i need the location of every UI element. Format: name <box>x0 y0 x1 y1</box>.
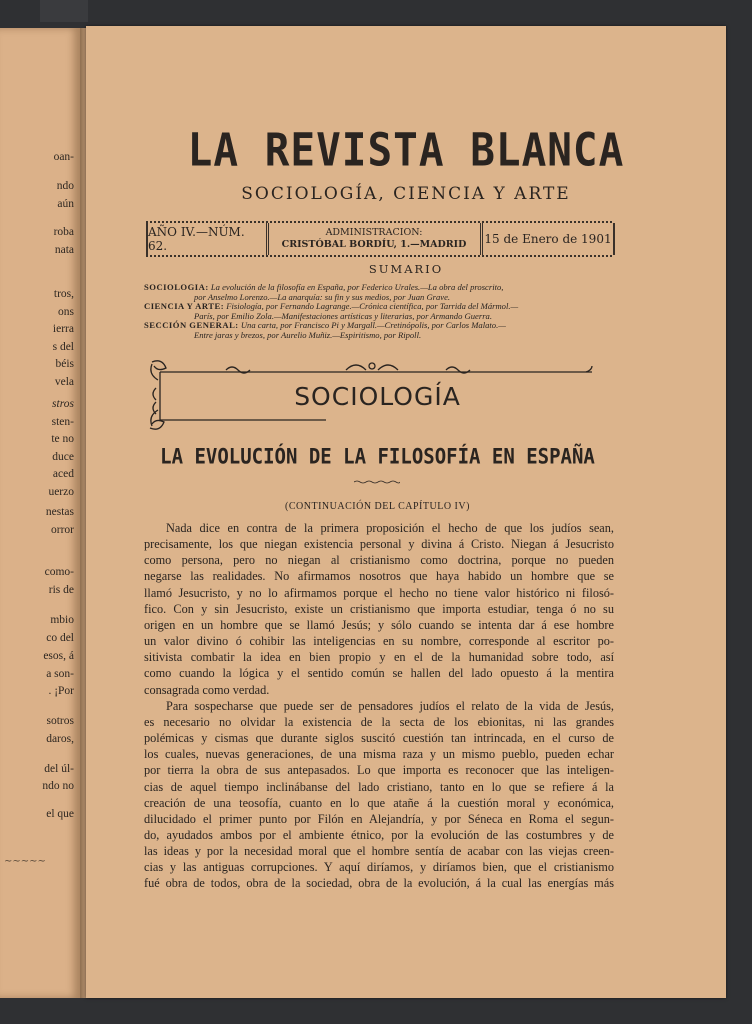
previous-page-text-fragment: aced <box>52 468 74 480</box>
article-body <box>144 520 614 892</box>
issue-number: AÑO IV.—NÚM. 62. <box>146 223 269 255</box>
article-line: cias y las antiguas corrupciones. Y aquí diríamos, y diríamos bien, que el cristianismo <box>144 860 614 875</box>
summary-title: SUMARIO <box>368 262 444 276</box>
previous-page-text-fragment: oan- <box>53 151 74 163</box>
previous-page-text-fragment: mbio <box>50 614 74 626</box>
article-line: polémicas y cismas que durante siglos suscitó cuestión tan intrincada, en el curso de <box>144 731 614 746</box>
article-line: Nada dice en contra de la primera proposición el hecho de que los judíos sean, <box>166 521 614 535</box>
summary-label-seccion-general: SECCIÓN GENERAL: <box>144 320 239 331</box>
previous-page-text-fragment: co del <box>46 632 74 644</box>
issue-info-bar <box>146 221 612 257</box>
summary-label-ciencia: CIENCIA Y ARTE: <box>144 301 225 312</box>
previous-page-text-fragment: béis <box>55 358 74 370</box>
article-line: do, ayudados ambos por el ambiente étnico, por la evolución de las costumbres y de <box>144 827 614 842</box>
admin-address: CRISTÓBAL BORDÍU, 1.—MADRID <box>281 239 467 250</box>
previous-page-text-fragment: s del <box>52 341 74 353</box>
administration-block <box>268 223 480 255</box>
previous-page-text-fragment: orror <box>51 524 74 536</box>
summary-text: por Anselmo Lorenzo.—La anarquía: su fin y sus medios, por Juan Grave. <box>194 291 451 302</box>
article-line: origen en un hombre que se llamó Jesús; y sólo cuando se intenta dar á ese hombre <box>144 617 614 632</box>
previous-page-text-fragment: del úl- <box>44 763 74 775</box>
previous-page-text-fragment: nestas <box>45 506 74 518</box>
binder-clip <box>40 0 88 22</box>
article-line: las ideas y por la necesidad moral que el hombre sentía de acabar con las viejas creen- <box>144 844 614 859</box>
article-line: llamó Jesucristo, y no lo afirmamos porque el hecho no tiene valor histórico ni filosó- <box>144 585 614 600</box>
previous-page-text-fragment: ons <box>58 306 74 318</box>
summary-text: La evolución de la filosofía en España, por Federico Urales.—La obra del proscrito, <box>210 282 504 292</box>
article-line: como cuando la lógica y el sentido común se hallen del lado opuesto á la mentira <box>144 666 614 681</box>
summary-text: París, por Emilio Zola.—Manifestaciones artísticas y literarias, por Armando Guerra. <box>194 310 493 321</box>
previous-page-text-fragment: tros, <box>53 288 74 300</box>
section-heading: SOCIOLOGÍA <box>294 382 461 411</box>
previous-page-text-fragment: duce <box>52 451 74 463</box>
article-line: como persona, pero no niegan al cristianismo como doctrina, porque no pueden <box>144 553 614 568</box>
article-line: consagrada como verdad. <box>144 682 270 697</box>
article-line: dilucidado el primer punto por Filón en Alejandría, y por Séneca en Roma el segun- <box>144 811 614 826</box>
previous-page-text-fragment: . ¡Por <box>48 685 74 697</box>
previous-page-text-fragment: sten- <box>51 416 74 428</box>
summary-list <box>144 283 614 341</box>
article-line: un valor divino ó cohibir las inteligencias en su nombre, corresponde al escritor po- <box>144 634 614 649</box>
previous-page-text-fragment: ndo <box>56 180 74 192</box>
previous-page-text-fragment: stros <box>52 398 74 410</box>
summary-label-sociologia: SOCIOLOGIA: <box>144 282 209 292</box>
article-line: es necesario no olvidar la existencia de la secta de los ebionitas, ni las grandes <box>144 714 614 729</box>
previous-page-text-fragment: el que <box>46 808 74 820</box>
previous-page-edge <box>0 28 80 998</box>
previous-page-text-fragment: uerzo <box>48 486 74 498</box>
previous-page-text-fragment: esos, á <box>43 650 74 662</box>
masthead-subtitle: SOCIOLOGÍA, CIENCIA Y ARTE <box>241 184 571 204</box>
article-line: precisamente, los que niegan existencia personal y divina á Cristo. Niegan á Jesucristo <box>144 537 614 552</box>
previous-page-text-fragment: aún <box>57 198 74 210</box>
article-line: negarse las realidades. No afirmamos nosotros que haya habido un hombre que se <box>144 569 614 584</box>
magazine-page <box>86 26 726 998</box>
issue-date: 15 de Enero de 1901 <box>480 223 615 255</box>
article-title: LA EVOLUCIÓN DE LA FILOSOFÍA EN ESPAÑA <box>160 444 595 470</box>
summary-text: Una carta, por Francisco Pi y Margall.—Cretinópolis, por Carlos Malato.— <box>240 320 506 331</box>
previous-page-text-fragment: como- <box>44 566 74 578</box>
previous-page-text-fragment: vela <box>54 376 74 388</box>
previous-page-text-fragment: daros, <box>46 733 74 745</box>
article-line: sitivista combatir la idea en bien propio y en el de la humanidad sobre todo, así <box>144 650 614 665</box>
article-line: cias de aquel tiempo inclinábanse del lado cristiano, tanto en lo que se refiere á la <box>144 779 614 794</box>
article-line: fué obra de todos, obra de la sociedad, obra de la evolución, á la cual las energías más <box>144 876 614 891</box>
continuation-note: (CONTINUACIÓN DEL CAPÍTULO IV) <box>285 501 470 512</box>
article-line: fico. Con y sin Jesucristo, existe un cristianismo que importa estudiar, tenga ó no su <box>144 601 614 616</box>
summary-text: Entre jaras y brezos, por Aurelio Muñiz.—Espiritismo, por Ripoll. <box>194 329 422 340</box>
summary-text: Fisiología, por Fernando Lagrange.—Crónica científica, por Tarrida del Mármol.— <box>226 301 519 312</box>
article-line: Para sospecharse que puede ser de pensadores judíos el relato de la vida de Jesús, <box>166 698 614 713</box>
previous-page-text-fragment: nata <box>54 244 74 256</box>
previous-page-text-fragment: a son- <box>46 668 74 680</box>
previous-page-text-fragment: ierra <box>52 323 74 335</box>
article-line: creación de una teosofía, cuanto en lo que atañe á la cuestión moral y económica, <box>144 795 614 810</box>
ornament-wave: ∼∼∼∼∼ <box>4 856 46 867</box>
previous-page-text-fragment: ndo no <box>42 780 74 792</box>
previous-page-text-fragment: sotros <box>46 715 74 727</box>
article-line: por tierra la obra de sus antepasados. Lo que importa es reconocer que las inteligen- <box>144 763 614 778</box>
previous-page-text-fragment: te no <box>51 433 74 445</box>
masthead-title: LA REVISTA BLANCA <box>187 123 625 177</box>
title-ornament-rule <box>354 480 400 484</box>
admin-label: ADMINISTRACION: <box>325 227 423 238</box>
previous-page-text-fragment: roba <box>53 226 74 238</box>
previous-page-text-fragment: ris de <box>48 584 74 596</box>
article-line: los cuales, nuevas generaciones, de una misma raza y un mismo pueblo, pueden echar <box>144 747 614 762</box>
